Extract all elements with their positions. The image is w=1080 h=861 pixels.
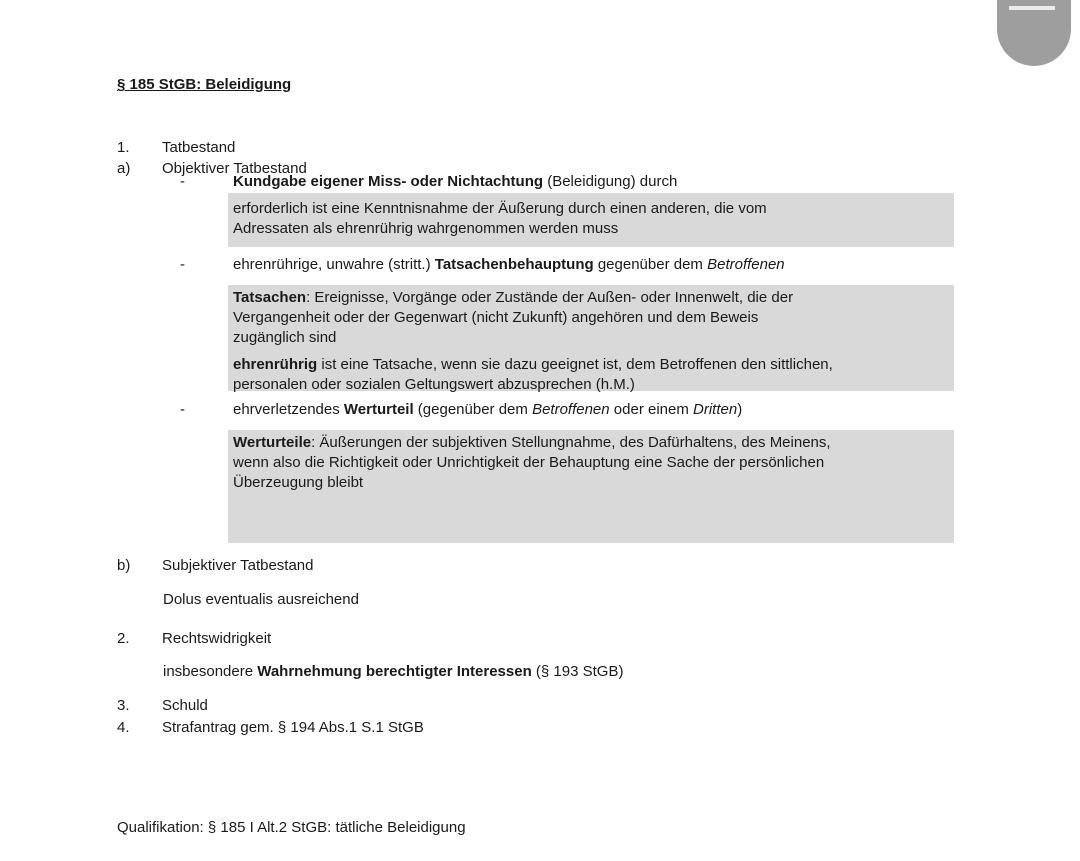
bullet-text: (gegenüber dem [413,401,533,418]
item-label: Subjektiver Tatbestand [162,557,314,574]
item-label: Objektiver Tatbestand [162,160,307,177]
bullet-text: gegenüber dem [593,256,708,273]
note-line: personalen oder sozialen Geltungswert abzusprechen (h.M.) [233,376,635,393]
item-detail: Dolus eventualis ausreichend [163,591,359,608]
item-number: 2. [117,630,130,647]
grip-handle-icon[interactable] [997,0,1071,66]
item-number: 4. [117,719,130,736]
detail-text: (§ 193 StGB) [531,663,624,680]
detail-text: insbesondere [163,663,258,680]
bullet-dash: - [180,401,185,418]
note-text: ist eine Tatsache, wenn sie dazu geeignet ist, dem Betroffenen den sittlichen, [317,356,833,373]
note-box-kenntnisnahme [228,193,954,247]
item-label: Tatbestand [162,139,236,156]
bullet-italic-term: Betroffenen [532,401,610,418]
item-number: a) [117,160,131,177]
qualification-note: Qualifikation: § 185 I Alt.2 StGB: tätliche Beleidigung [117,819,466,836]
note-line: Adressaten als ehrenrührig wahrgenommen werden muss [233,220,619,237]
item-label: Strafantrag gem. § 194 Abs.1 S.1 StGB [162,719,424,736]
item-label: Schuld [162,697,208,714]
note-line: erforderlich ist eine Kenntnisnahme der Äußerung durch einen anderen, die vom [233,200,767,217]
note-line: zugänglich sind [233,329,337,346]
note-line: Vergangenheit oder der Gegenwart (nicht Zukunft) angehören und dem Beweis [233,309,759,326]
bullet-dash: - [180,173,185,190]
item-label: Rechtswidrigkeit [162,630,272,647]
note-line: Überzeugung bleibt [233,474,364,491]
bullet-dash: - [180,256,185,273]
note-line: wenn also die Richtigkeit oder Unrichtigkeit der Behauptung eine Sache der persönlichen [233,454,825,471]
item-number: 1. [117,139,130,156]
note-bold-term: ehrenrührig [233,356,318,373]
bullet-bold-term: Werturteil [343,401,414,418]
note-box-werturteile [228,430,954,543]
detail-bold-term: Wahrnehmung berechtigter Interessen [257,663,532,680]
bullet-italic-term: Betroffenen [707,256,785,273]
bullet-italic-term: Dritten [693,401,738,418]
page-title: § 185 StGB: Beleidigung [117,76,292,93]
note-text: : Äußerungen der subjektiven Stellungnahme, des Dafürhaltens, des Meinens, [311,434,831,451]
bullet-text: ehrverletzendes [233,401,344,418]
bullet-text: oder einem [609,401,694,418]
bullet-bold-term: Kundgabe eigener Miss- oder Nichtachtung [233,173,544,190]
item-number: 3. [117,697,130,714]
note-bold-term: Werturteile [233,434,312,451]
bullet-text: (Beleidigung) durch [543,173,678,190]
item-detail [163,662,623,682]
note-box-tatsachen [228,285,954,391]
note-text: : Ereignisse, Vorgänge oder Zustände der Außen- oder Innenwelt, die der [306,289,794,306]
item-number: b) [117,557,131,574]
grip-bar [1009,6,1055,10]
note-bold-term: Tatsachen [233,289,307,306]
bullet-bold-term: Tatsachenbehauptung [434,256,594,273]
bullet-text: ) [737,401,743,418]
bullet-text: ehrenrührige, unwahre (stritt.) [233,256,435,273]
